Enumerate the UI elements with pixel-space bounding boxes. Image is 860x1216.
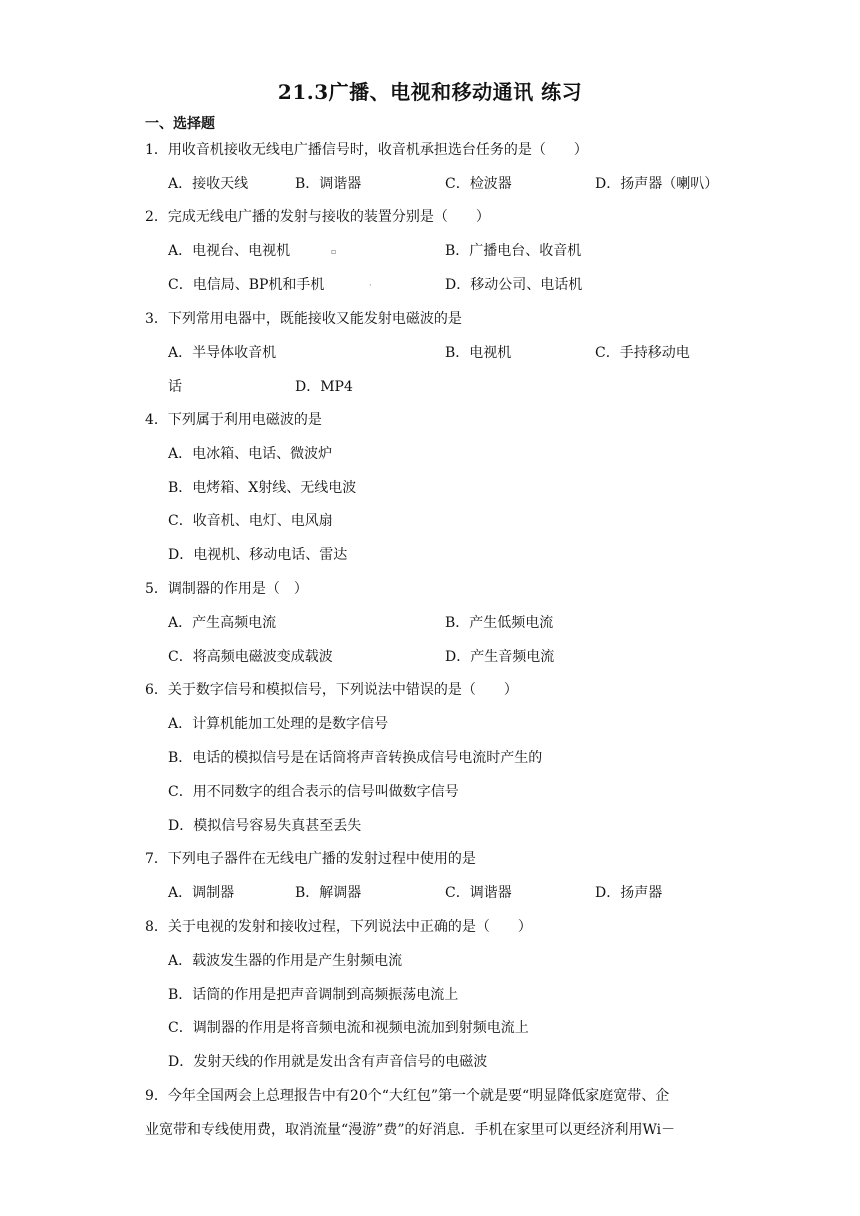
small-mark: ▫ (331, 247, 337, 256)
small-mark: · (369, 281, 372, 290)
question-1-option-d: D．扬声器（喇叭） (595, 176, 719, 192)
question-3-option-a: A．半导体收音机 (168, 345, 277, 361)
question-6-option-d: D．模拟信号容易失真甚至丢失 (168, 818, 362, 834)
question-3-stem: 3．下列常用电器中，既能接收又能发射电磁波的是 (145, 311, 462, 327)
question-7-option-b: B．解调器 (295, 885, 362, 901)
question-9-stem-line-2: 业宽带和专线使用费，取消流量“漫游”费”的好消息．手机在家里可以更经济利用Wi－ (145, 1122, 676, 1138)
question-8-option-c: C．调制器的作用是将音频电流和视频电流加到射频电流上 (168, 1020, 529, 1036)
question-4-option-a: A．电冰箱、电话、微波炉 (168, 446, 333, 462)
question-8-option-d: D．发射天线的作用就是发出含有声音信号的电磁波 (168, 1054, 488, 1070)
question-2-stem: 2．完成无线电广播的发射与接收的装置分别是（ ） (145, 209, 490, 225)
question-5-option-a: A．产生高频电流 (168, 615, 277, 631)
question-9-stem-line-1: 9．今年全国两会上总理报告中有20个“大红包”第一个就是要“明显降低家庭宽带、企 (145, 1088, 670, 1104)
question-4-option-d: D．电视机、移动电话、雷达 (168, 547, 348, 563)
question-7-stem: 7．下列电子器件在无线电广播的发射过程中使用的是 (145, 851, 476, 867)
question-3-option-c-wrap: 话 (168, 379, 182, 395)
question-7-option-d: D．扬声器 (595, 885, 663, 901)
question-5-option-c: C．将高频电磁波变成载波 (168, 649, 333, 665)
section-heading: 一、选择题 (145, 116, 215, 132)
question-6-option-c: C．用不同数字的组合表示的信号叫做数字信号 (168, 784, 459, 800)
question-1-option-a: A．接收天线 (168, 176, 249, 192)
question-4-option-c: C．收音机、电灯、电风扇 (168, 513, 333, 529)
question-2-option-b: B．广播电台、收音机 (445, 243, 582, 259)
question-6-stem: 6．关于数字信号和模拟信号，下列说法中错误的是（ ） (145, 682, 518, 698)
question-8-stem: 8．关于电视的发射和接收过程，下列说法中正确的是（ ） (145, 919, 532, 935)
question-5-option-d: D．产生音频电流 (445, 649, 555, 665)
question-5-stem: 5．调制器的作用是（ ） (145, 581, 308, 597)
question-1-option-b: B．调谐器 (295, 176, 362, 192)
question-1-stem: 1．用收音机接收无线电广播信号时，收音机承担选台任务的是（ ） (145, 142, 588, 158)
question-5-option-b: B．产生低频电流 (445, 615, 554, 631)
question-7-option-a: A．调制器 (168, 885, 235, 901)
question-6-option-a: A．计算机能加工处理的是数字信号 (168, 716, 389, 732)
question-4-stem: 4．下列属于利用电磁波的是 (145, 412, 322, 428)
question-7-option-c: C．调谐器 (445, 885, 512, 901)
question-2-option-c: C．电信局、BP机和手机 (168, 277, 325, 293)
question-3-option-d: D．MP4 (295, 379, 353, 395)
page-title: 21.3广播、电视和移动通讯 练习 (277, 80, 583, 104)
question-4-option-b: B．电烤箱、X射线、无线电波 (168, 480, 357, 496)
question-1-option-c: C．检波器 (445, 176, 512, 192)
question-3-option-b: B．电视机 (445, 345, 512, 361)
question-3-option-c: C．手持移动电 (595, 345, 690, 361)
question-6-option-b: B．电话的模拟信号是在话筒将声音转换成信号电流时产生的 (168, 750, 543, 766)
question-8-option-a: A．载波发生器的作用是产生射频电流 (168, 953, 403, 969)
question-2-option-a: A．电视台、电视机 (168, 243, 291, 259)
question-2-option-d: D．移动公司、电话机 (445, 277, 583, 293)
question-8-option-b: B．话筒的作用是把声音调制到高频振荡电流上 (168, 987, 459, 1003)
